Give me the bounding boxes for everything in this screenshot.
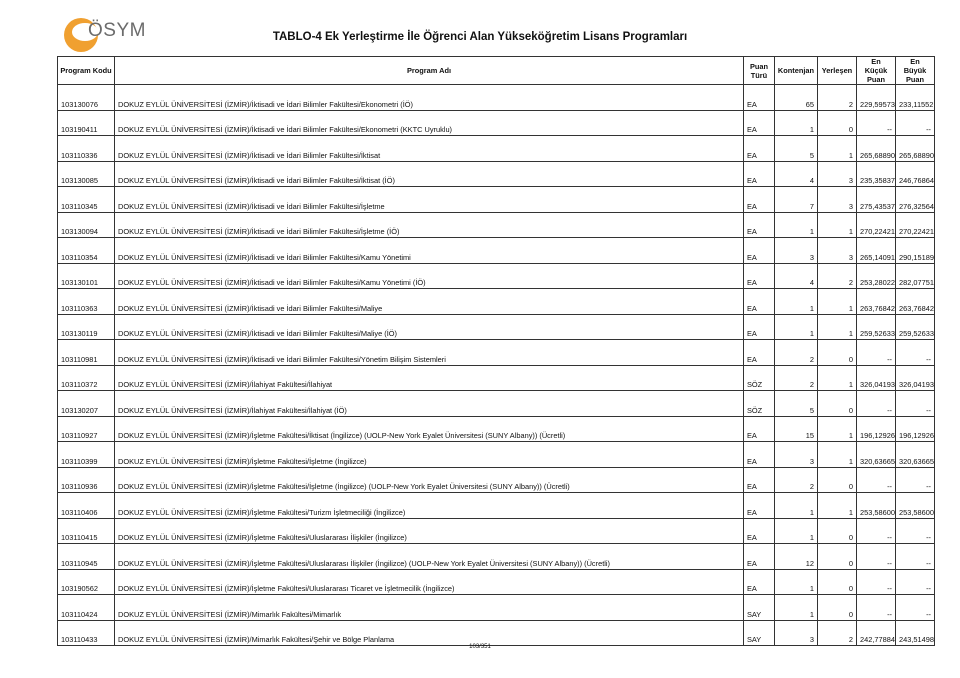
- program-adi-cell: DOKUZ EYLÜL ÜNİVERSİTESİ (İZMİR)/İşletme Fakültesi/Turizm İşletmeciliği (İngilizce): [115, 493, 744, 519]
- table-row: [58, 85, 935, 111]
- program-kodu-cell: 103110363: [58, 289, 115, 315]
- en-buyuk-puan-cell: --: [896, 544, 935, 570]
- program-adi-cell: DOKUZ EYLÜL ÜNİVERSİTESİ (İZMİR)/İşletme Fakültesi/İşletme (İngilizce) (UOLP-New York Eyalet Üniversitesi (SUNY Albany)) (Ücretli): [115, 467, 744, 493]
- puan-turu-cell: SÖZ: [744, 391, 775, 417]
- logo-text: ÖSYM: [88, 20, 146, 41]
- table-row: [58, 544, 935, 570]
- en-buyuk-puan-cell: 276,32564: [896, 187, 935, 213]
- en-buyuk-puan-cell: 320,63665: [896, 442, 935, 468]
- en-kucuk-puan-cell: --: [857, 467, 896, 493]
- program-kodu-cell: 103130119: [58, 314, 115, 340]
- en-buyuk-puan-cell: 265,68890: [896, 136, 935, 162]
- en-buyuk-puan-cell: 196,12926: [896, 416, 935, 442]
- kontenjan-cell: 4: [775, 161, 818, 187]
- yerlesen-cell: 0: [818, 340, 857, 366]
- program-adi-cell: DOKUZ EYLÜL ÜNİVERSİTESİ (İZMİR)/İşletme Fakültesi/Uluslararası İlişkiler (İngilizce) (UOLP-New York Eyalet Üniversitesi (SUNY Albany)) (Ücretli): [115, 544, 744, 570]
- program-adi-cell: DOKUZ EYLÜL ÜNİVERSİTESİ (İZMİR)/İşletme Fakültesi/İktisat (İngilizce) (UOLP-New York Eyalet Üniversitesi (SUNY Albany)) (Ücretli): [115, 416, 744, 442]
- en-buyuk-puan-cell: 243,51498: [896, 620, 935, 646]
- en-buyuk-puan-cell: 253,58600: [896, 493, 935, 519]
- table-row: [58, 365, 935, 391]
- en-kucuk-puan-cell: 265,68890: [857, 136, 896, 162]
- table-row: [58, 493, 935, 519]
- en-kucuk-puan-cell: --: [857, 110, 896, 136]
- program-kodu-cell: 103110354: [58, 238, 115, 264]
- kontenjan-cell: 65: [775, 85, 818, 111]
- program-kodu-cell: 103110936: [58, 467, 115, 493]
- yerlesen-cell: 2: [818, 85, 857, 111]
- program-kodu-cell: 103190411: [58, 110, 115, 136]
- puan-turu-cell: EA: [744, 136, 775, 162]
- puan-turu-cell: EA: [744, 518, 775, 544]
- puan-turu-cell: EA: [744, 238, 775, 264]
- kontenjan-cell: 1: [775, 212, 818, 238]
- en-buyuk-puan-cell: 246,76864: [896, 161, 935, 187]
- program-adi-cell: DOKUZ EYLÜL ÜNİVERSİTESİ (İZMİR)/Mimarlık Fakültesi/Mimarlık: [115, 595, 744, 621]
- header-kontenjan: Kontenjan: [775, 57, 818, 85]
- yerlesen-cell: 1: [818, 416, 857, 442]
- yerlesen-cell: 0: [818, 595, 857, 621]
- kontenjan-cell: 7: [775, 187, 818, 213]
- program-kodu-cell: 103110406: [58, 493, 115, 519]
- en-kucuk-puan-cell: --: [857, 340, 896, 366]
- en-kucuk-puan-cell: --: [857, 391, 896, 417]
- kontenjan-cell: 1: [775, 110, 818, 136]
- en-kucuk-puan-cell: --: [857, 569, 896, 595]
- kontenjan-cell: 15: [775, 416, 818, 442]
- program-adi-cell: DOKUZ EYLÜL ÜNİVERSİTESİ (İZMİR)/İktisadi ve İdari Bilimler Fakültesi/İşletme (İÖ): [115, 212, 744, 238]
- puan-turu-cell: SÖZ: [744, 365, 775, 391]
- program-kodu-cell: 103110433: [58, 620, 115, 646]
- en-kucuk-puan-cell: 320,63665: [857, 442, 896, 468]
- en-kucuk-puan-cell: 270,22421: [857, 212, 896, 238]
- en-kucuk-puan-cell: 253,58600: [857, 493, 896, 519]
- en-buyuk-puan-cell: --: [896, 391, 935, 417]
- en-buyuk-puan-cell: 282,07751: [896, 263, 935, 289]
- yerlesen-cell: 3: [818, 161, 857, 187]
- yerlesen-cell: 1: [818, 289, 857, 315]
- puan-turu-cell: EA: [744, 569, 775, 595]
- program-adi-cell: DOKUZ EYLÜL ÜNİVERSİTESİ (İZMİR)/İktisadi ve İdari Bilimler Fakültesi/İktisat: [115, 136, 744, 162]
- table-row: [58, 391, 935, 417]
- program-kodu-cell: 103110399: [58, 442, 115, 468]
- puan-turu-cell: EA: [744, 187, 775, 213]
- program-adi-cell: DOKUZ EYLÜL ÜNİVERSİTESİ (İZMİR)/İktisadi ve İdari Bilimler Fakültesi/Yönetim Bilişim Sistemleri: [115, 340, 744, 366]
- en-kucuk-puan-cell: --: [857, 544, 896, 570]
- program-kodu-cell: 103110372: [58, 365, 115, 391]
- en-kucuk-puan-cell: 253,28022: [857, 263, 896, 289]
- en-buyuk-puan-cell: --: [896, 569, 935, 595]
- table-row: [58, 314, 935, 340]
- table-row: [58, 569, 935, 595]
- puan-turu-cell: EA: [744, 493, 775, 519]
- puan-turu-cell: EA: [744, 85, 775, 111]
- program-adi-cell: DOKUZ EYLÜL ÜNİVERSİTESİ (İZMİR)/İktisadi ve İdari Bilimler Fakültesi/İşletme: [115, 187, 744, 213]
- en-kucuk-puan-cell: 263,76842: [857, 289, 896, 315]
- puan-turu-cell: EA: [744, 289, 775, 315]
- yerlesen-cell: 0: [818, 110, 857, 136]
- table-row: [58, 187, 935, 213]
- kontenjan-cell: 2: [775, 467, 818, 493]
- yerlesen-cell: 1: [818, 314, 857, 340]
- yerlesen-cell: 1: [818, 493, 857, 519]
- program-kodu-cell: 103130094: [58, 212, 115, 238]
- en-buyuk-puan-cell: --: [896, 110, 935, 136]
- table-row: [58, 518, 935, 544]
- puan-turu-cell: EA: [744, 467, 775, 493]
- program-kodu-cell: 103110927: [58, 416, 115, 442]
- header-puan-turu: Puan Türü: [744, 57, 775, 85]
- yerlesen-cell: 1: [818, 442, 857, 468]
- program-adi-cell: DOKUZ EYLÜL ÜNİVERSİTESİ (İZMİR)/İşletme Fakültesi/İşletme (İngilizce): [115, 442, 744, 468]
- program-adi-cell: DOKUZ EYLÜL ÜNİVERSİTESİ (İZMİR)/İktisadi ve İdari Bilimler Fakültesi/İktisat (İÖ): [115, 161, 744, 187]
- en-buyuk-puan-cell: 290,15189: [896, 238, 935, 264]
- program-adi-cell: DOKUZ EYLÜL ÜNİVERSİTESİ (İZMİR)/İktisadi ve İdari Bilimler Fakültesi/Kamu Yönetimi (İÖ): [115, 263, 744, 289]
- en-kucuk-puan-cell: 235,35837: [857, 161, 896, 187]
- header-en-buyuk-puan: En Büyük Puan: [896, 57, 935, 85]
- kontenjan-cell: 3: [775, 620, 818, 646]
- yerlesen-cell: 1: [818, 212, 857, 238]
- table-row: [58, 467, 935, 493]
- puan-turu-cell: EA: [744, 161, 775, 187]
- kontenjan-cell: 2: [775, 340, 818, 366]
- en-buyuk-puan-cell: --: [896, 340, 935, 366]
- kontenjan-cell: 1: [775, 289, 818, 315]
- kontenjan-cell: 3: [775, 238, 818, 264]
- en-buyuk-puan-cell: 259,52633: [896, 314, 935, 340]
- en-kucuk-puan-cell: --: [857, 518, 896, 544]
- yerlesen-cell: 2: [818, 263, 857, 289]
- program-adi-cell: DOKUZ EYLÜL ÜNİVERSİTESİ (İZMİR)/İlahiyat Fakültesi/İlahiyat (İÖ): [115, 391, 744, 417]
- en-buyuk-puan-cell: --: [896, 595, 935, 621]
- table-row: [58, 110, 935, 136]
- puan-turu-cell: EA: [744, 340, 775, 366]
- program-adi-cell: DOKUZ EYLÜL ÜNİVERSİTESİ (İZMİR)/İlahiyat Fakültesi/İlahiyat: [115, 365, 744, 391]
- puan-turu-cell: EA: [744, 110, 775, 136]
- program-kodu-cell: 103110945: [58, 544, 115, 570]
- kontenjan-cell: 3: [775, 442, 818, 468]
- yerlesen-cell: 2: [818, 620, 857, 646]
- en-buyuk-puan-cell: 233,11552: [896, 85, 935, 111]
- yerlesen-cell: 3: [818, 238, 857, 264]
- en-kucuk-puan-cell: 242,77884: [857, 620, 896, 646]
- program-adi-cell: DOKUZ EYLÜL ÜNİVERSİTESİ (İZMİR)/İktisadi ve İdari Bilimler Fakültesi/Maliye: [115, 289, 744, 315]
- kontenjan-cell: 5: [775, 391, 818, 417]
- en-kucuk-puan-cell: --: [857, 595, 896, 621]
- yerlesen-cell: 0: [818, 467, 857, 493]
- kontenjan-cell: 5: [775, 136, 818, 162]
- table-row: [58, 620, 935, 646]
- program-adi-cell: DOKUZ EYLÜL ÜNİVERSİTESİ (İZMİR)/İktisadi ve İdari Bilimler Fakültesi/Maliye (İÖ): [115, 314, 744, 340]
- programs-table: [57, 56, 935, 646]
- table-row: [58, 238, 935, 264]
- puan-turu-cell: EA: [744, 212, 775, 238]
- kontenjan-cell: 1: [775, 314, 818, 340]
- yerlesen-cell: 1: [818, 365, 857, 391]
- table-row: [58, 263, 935, 289]
- puan-turu-cell: EA: [744, 442, 775, 468]
- yerlesen-cell: 0: [818, 518, 857, 544]
- en-kucuk-puan-cell: 259,52633: [857, 314, 896, 340]
- program-kodu-cell: 103130207: [58, 391, 115, 417]
- en-buyuk-puan-cell: --: [896, 467, 935, 493]
- yerlesen-cell: 0: [818, 569, 857, 595]
- program-kodu-cell: 103130076: [58, 85, 115, 111]
- header-program-adi: Program Adı: [115, 57, 744, 85]
- program-kodu-cell: 103110981: [58, 340, 115, 366]
- yerlesen-cell: 3: [818, 187, 857, 213]
- en-buyuk-puan-cell: --: [896, 518, 935, 544]
- header-yerlesen: Yerleşen: [818, 57, 857, 85]
- puan-turu-cell: EA: [744, 416, 775, 442]
- program-kodu-cell: 103110345: [58, 187, 115, 213]
- program-kodu-cell: 103110336: [58, 136, 115, 162]
- document-title: TABLO-4 Ek Yerleştirme İle Öğrenci Alan Yükseköğretim Lisans Programları: [272, 31, 688, 43]
- table-body: [58, 85, 935, 646]
- table-row: [58, 340, 935, 366]
- en-buyuk-puan-cell: 263,76842: [896, 289, 935, 315]
- table-row: [58, 212, 935, 238]
- en-buyuk-puan-cell: 326,04193: [896, 365, 935, 391]
- program-adi-cell: DOKUZ EYLÜL ÜNİVERSİTESİ (İZMİR)/İktisadi ve İdari Bilimler Fakültesi/Kamu Yönetimi: [115, 238, 744, 264]
- kontenjan-cell: 1: [775, 569, 818, 595]
- yerlesen-cell: 1: [818, 136, 857, 162]
- program-kodu-cell: 103130085: [58, 161, 115, 187]
- en-kucuk-puan-cell: 326,04193: [857, 365, 896, 391]
- yerlesen-cell: 0: [818, 391, 857, 417]
- kontenjan-cell: 2: [775, 365, 818, 391]
- program-kodu-cell: 103110415: [58, 518, 115, 544]
- header-en-kucuk-puan: En Küçük Puan: [857, 57, 896, 85]
- puan-turu-cell: EA: [744, 263, 775, 289]
- en-kucuk-puan-cell: 265,14091: [857, 238, 896, 264]
- puan-turu-cell: SAY: [744, 620, 775, 646]
- en-kucuk-puan-cell: 196,12926: [857, 416, 896, 442]
- table-row: [58, 442, 935, 468]
- yerlesen-cell: 0: [818, 544, 857, 570]
- puan-turu-cell: SAY: [744, 595, 775, 621]
- table-row: [58, 161, 935, 187]
- en-kucuk-puan-cell: 275,43537: [857, 187, 896, 213]
- program-adi-cell: DOKUZ EYLÜL ÜNİVERSİTESİ (İZMİR)/İktisadi ve İdari Bilimler Fakültesi/Ekonometri (KKTC Uyruklu): [115, 110, 744, 136]
- kontenjan-cell: 1: [775, 493, 818, 519]
- page-number: 103/351: [469, 644, 491, 650]
- table-row: [58, 416, 935, 442]
- table-header-row: [58, 57, 935, 85]
- header-program-kodu: Program Kodu: [58, 57, 115, 85]
- program-kodu-cell: 103110424: [58, 595, 115, 621]
- kontenjan-cell: 1: [775, 518, 818, 544]
- program-adi-cell: DOKUZ EYLÜL ÜNİVERSİTESİ (İZMİR)/İşletme Fakültesi/Uluslararası İlişkiler (İngilizce): [115, 518, 744, 544]
- table-row: [58, 595, 935, 621]
- en-kucuk-puan-cell: 229,59573: [857, 85, 896, 111]
- en-buyuk-puan-cell: 270,22421: [896, 212, 935, 238]
- program-adi-cell: DOKUZ EYLÜL ÜNİVERSİTESİ (İZMİR)/İşletme Fakültesi/Uluslararası Ticaret ve İşletmecilik (İngilizce): [115, 569, 744, 595]
- program-kodu-cell: 103190562: [58, 569, 115, 595]
- kontenjan-cell: 1: [775, 595, 818, 621]
- program-kodu-cell: 103130101: [58, 263, 115, 289]
- kontenjan-cell: 12: [775, 544, 818, 570]
- puan-turu-cell: EA: [744, 544, 775, 570]
- program-adi-cell: DOKUZ EYLÜL ÜNİVERSİTESİ (İZMİR)/Mimarlık Fakültesi/Şehir ve Bölge Planlama: [115, 620, 744, 646]
- program-adi-cell: DOKUZ EYLÜL ÜNİVERSİTESİ (İZMİR)/İktisadi ve İdari Bilimler Fakültesi/Ekonometri (İÖ): [115, 85, 744, 111]
- table-row: [58, 136, 935, 162]
- kontenjan-cell: 4: [775, 263, 818, 289]
- table-row: [58, 289, 935, 315]
- puan-turu-cell: EA: [744, 314, 775, 340]
